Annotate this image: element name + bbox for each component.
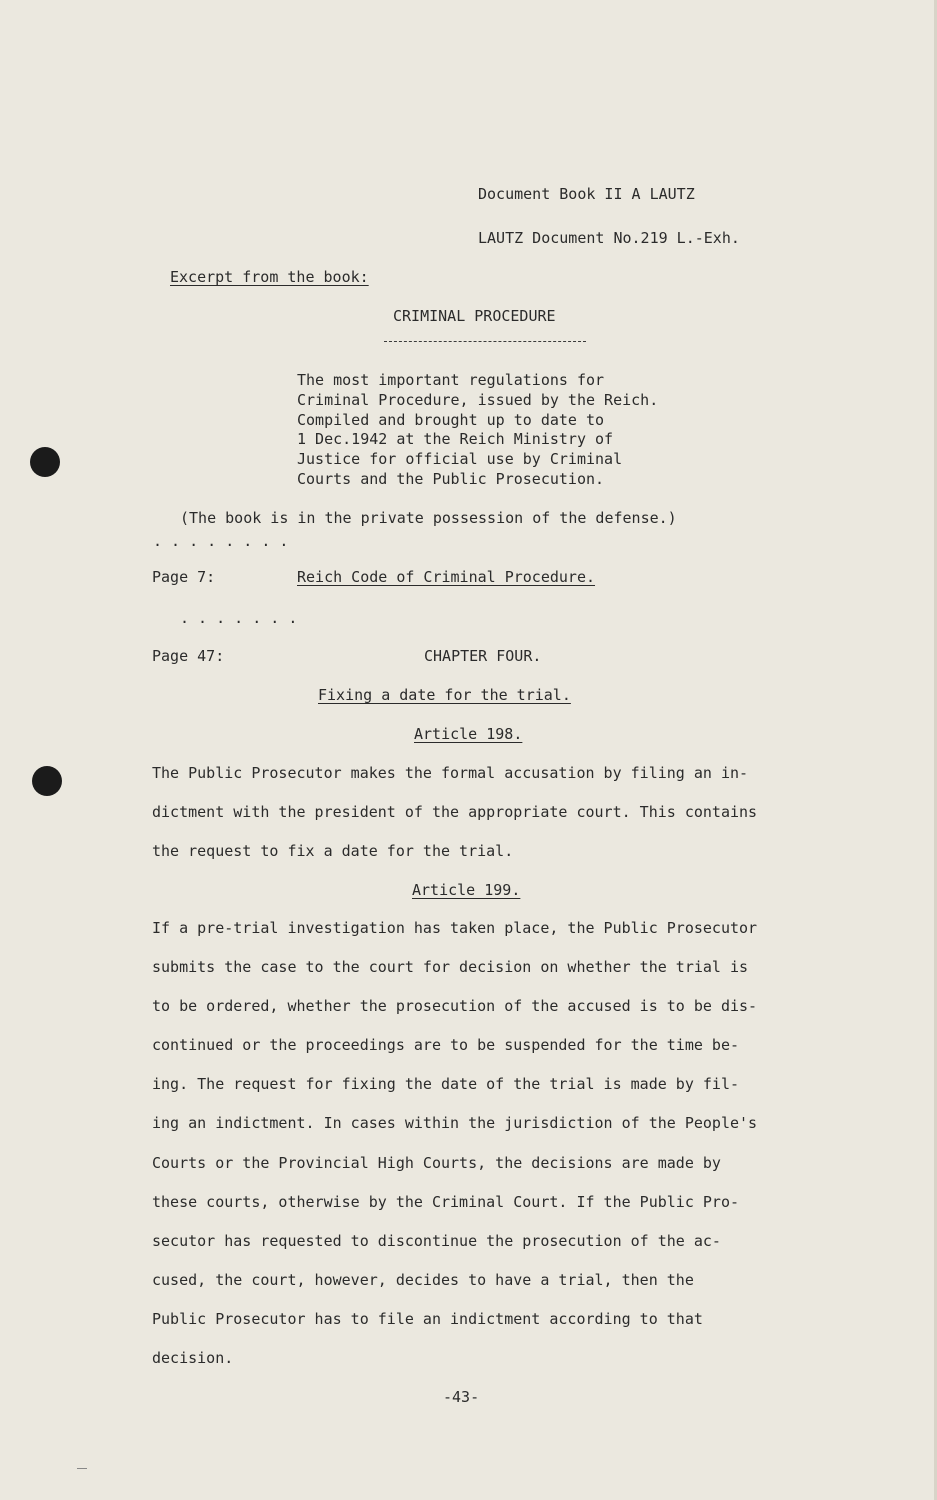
description-line: The most important regulations for	[297, 371, 605, 389]
article-198-text	[152, 754, 757, 871]
book-title: CRIMINAL PROCEDURE	[393, 307, 556, 325]
text-line: secutor has requested to discontinue the prosecution of the ac-	[152, 1231, 721, 1250]
text-line: to be ordered, whether the prosecution of the accused is to be dis-	[152, 997, 758, 1016]
description-line: Justice for official use by Criminal	[297, 450, 623, 469]
text-line: dictment with the president of the appropriate court. This contains	[152, 803, 758, 822]
text-line: submits the case to the court for decision on whether the trial is	[152, 958, 749, 977]
article-198-heading: Article 198.	[414, 725, 523, 743]
text-line: Courts or the Provincial High Courts, the decisions are made by	[152, 1153, 721, 1172]
possession-note: (The book is in the private possession of the defense.)	[180, 509, 677, 527]
text-line: If a pre-trial investigation has taken place, the Public Prosecutor	[152, 919, 758, 937]
text-line: Public Prosecutor has to file an indictment according to that	[152, 1309, 703, 1328]
title-dashed-rule	[384, 341, 586, 342]
text-line: The Public Prosecutor makes the formal accusation by filing an in-	[152, 764, 749, 782]
article-199-text	[152, 909, 757, 1378]
description-line: Courts and the Public Prosecution.	[297, 469, 605, 488]
margin-mark	[77, 1468, 87, 1469]
excerpt-label: Excerpt from the book:	[170, 268, 369, 286]
text-line: decision.	[152, 1349, 234, 1368]
text-line: these courts, otherwise by the Criminal Court. If the Public Pro-	[152, 1192, 739, 1211]
description-line: Criminal Procedure, issued by the Reich.	[297, 390, 659, 409]
description-line: 1 Dec.1942 at the Reich Ministry of	[297, 430, 614, 449]
omission-dots: . . . . . . .	[180, 609, 298, 627]
punch-hole-bottom	[32, 766, 62, 796]
book-description	[297, 371, 658, 490]
document-number-reference: LAUTZ Document No.219 L.-Exh.	[478, 229, 740, 247]
punch-hole-top	[30, 447, 60, 477]
article-199-heading: Article 199.	[412, 881, 521, 899]
document-book-reference: Document Book II A LAUTZ	[478, 185, 695, 203]
page-number: -43-	[443, 1388, 480, 1406]
chapter-subtitle: Fixing a date for the trial.	[318, 686, 571, 704]
omission-dots: . . . . . . . .	[153, 532, 289, 550]
page-7-heading: Reich Code of Criminal Procedure.	[297, 568, 596, 586]
chapter-heading: CHAPTER FOUR.	[424, 647, 542, 665]
text-line: continued or the proceedings are to be suspended for the time be-	[152, 1036, 739, 1055]
text-line: the request to fix a date for the trial.	[152, 842, 514, 861]
text-line: ing. The request for fixing the date of the trial is made by fil-	[152, 1075, 739, 1094]
text-line: cused, the court, however, decides to have a trial, then the	[152, 1270, 694, 1289]
text-line: ing an indictment. In cases within the jurisdiction of the People's	[152, 1114, 758, 1133]
description-line: Compiled and brought up to date to	[297, 410, 605, 429]
page-47-label: Page 47:	[152, 647, 225, 665]
page-7-label: Page 7:	[152, 568, 216, 586]
